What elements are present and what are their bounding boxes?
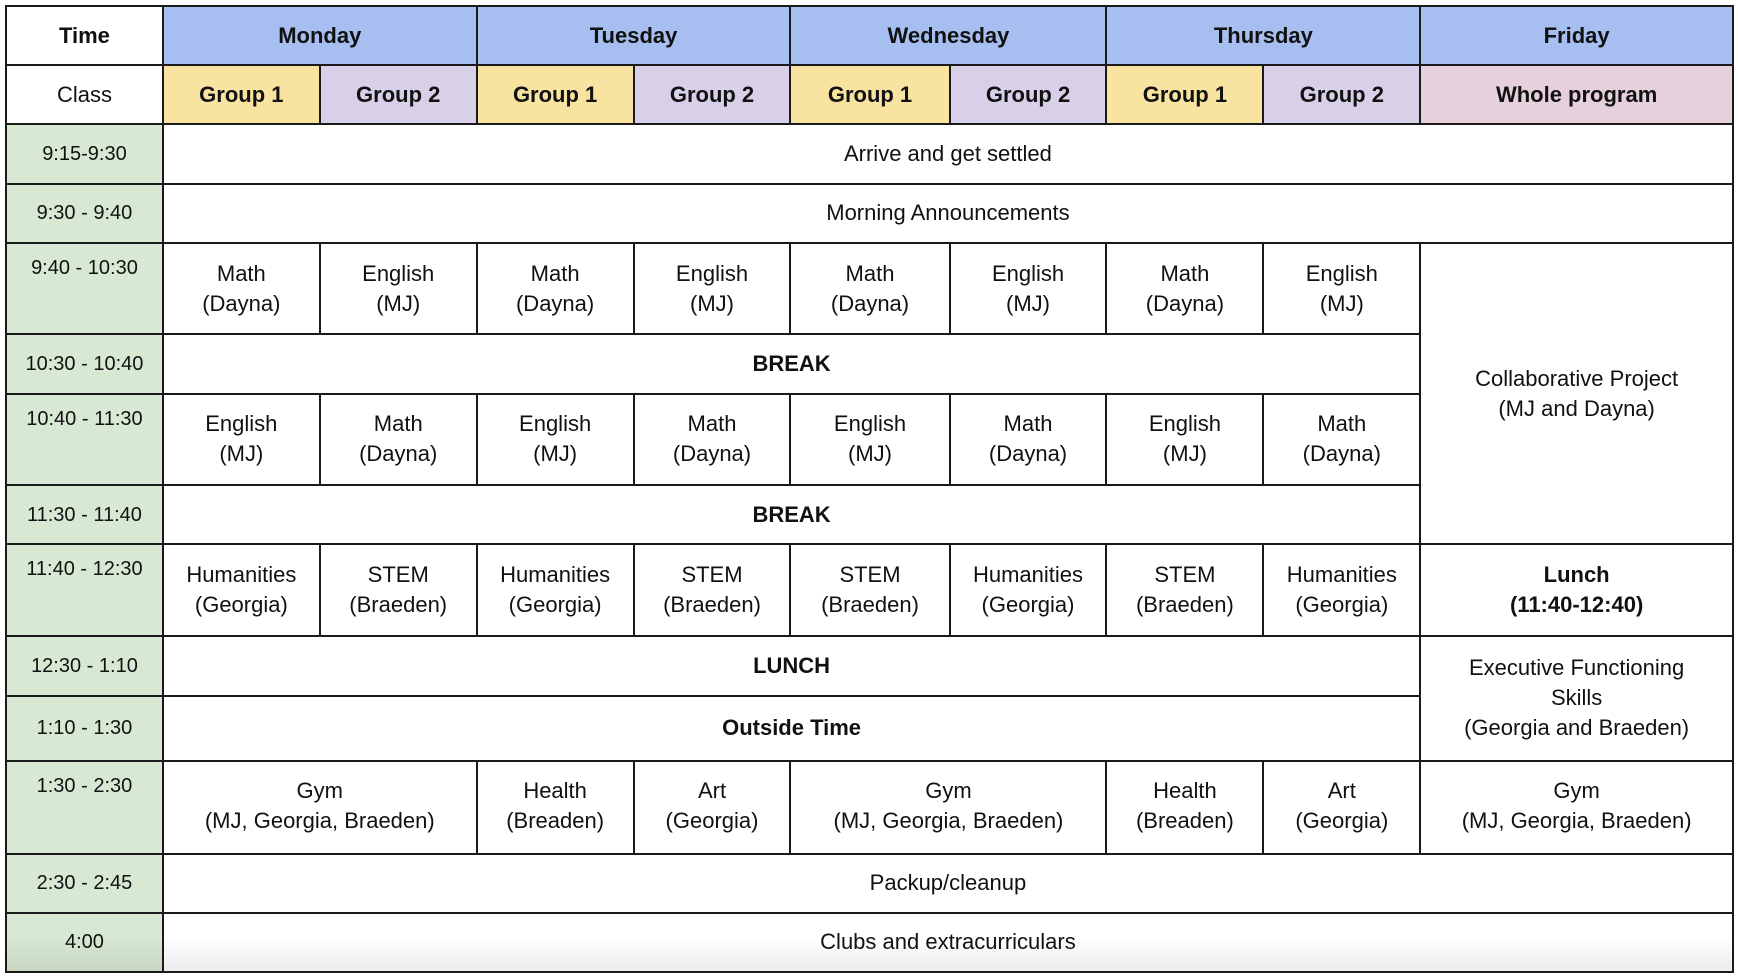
packup-cell: Packup/cleanup: [163, 854, 1733, 913]
class-cell: STEM (Braeden): [790, 544, 949, 636]
class-cell: English (MJ): [163, 394, 320, 486]
tuesday-health: Health (Breaden): [477, 761, 634, 854]
time-cell: 9:15-9:30: [6, 124, 163, 183]
schedule-row: [6, 913, 1733, 972]
monday-gym: Gym (MJ, Georgia, Braeden): [163, 761, 477, 854]
thursday-health: Health (Breaden): [1106, 761, 1263, 854]
outside-time-cell: Outside Time: [163, 696, 1420, 761]
class-cell: English (MJ): [477, 394, 634, 486]
day-header-monday: Monday: [163, 6, 477, 65]
day-header-friday: Friday: [1420, 6, 1733, 65]
class-cell: Humanities (Georgia): [477, 544, 634, 636]
friday-lunch: Lunch (11:40-12:40): [1420, 544, 1733, 636]
friday-whole-program: Whole program: [1420, 65, 1733, 124]
time-cell: 11:30 - 11:40: [6, 485, 163, 544]
class-cell: English (MJ): [950, 243, 1107, 335]
day-header-tuesday: Tuesday: [477, 6, 791, 65]
time-cell: 9:30 - 9:40: [6, 184, 163, 243]
time-cell: 2:30 - 2:45: [6, 854, 163, 913]
class-cell: STEM (Braeden): [320, 544, 477, 636]
time-column-header: Time: [6, 6, 163, 65]
class-cell: Math (Dayna): [320, 394, 477, 486]
thursday-group-2: Group 2: [1263, 65, 1420, 124]
schedule-row: [6, 544, 1733, 636]
class-cell: English (MJ): [1106, 394, 1263, 486]
break-cell: BREAK: [163, 334, 1420, 393]
time-cell: 10:40 - 11:30: [6, 394, 163, 486]
tuesday-group-2: Group 2: [634, 65, 791, 124]
break-cell: BREAK: [163, 485, 1420, 544]
schedule-row: [6, 761, 1733, 854]
class-cell: Humanities (Georgia): [1263, 544, 1420, 636]
thursday-group-1: Group 1: [1106, 65, 1263, 124]
class-cell: Math (Dayna): [950, 394, 1107, 486]
time-cell: 11:40 - 12:30: [6, 544, 163, 636]
thursday-art: Art (Georgia): [1263, 761, 1420, 854]
time-cell: 4:00: [6, 913, 163, 972]
class-cell: Math (Dayna): [1263, 394, 1420, 486]
time-cell: 10:30 - 10:40: [6, 334, 163, 393]
monday-group-2: Group 2: [320, 65, 477, 124]
monday-group-1: Group 1: [163, 65, 320, 124]
wednesday-group-1: Group 1: [790, 65, 949, 124]
class-cell: English (MJ): [790, 394, 949, 486]
wednesday-group-2: Group 2: [950, 65, 1107, 124]
day-header-row: [6, 6, 1733, 65]
schedule-row: [6, 124, 1733, 183]
class-cell: STEM (Braeden): [634, 544, 791, 636]
class-cell: Math (Dayna): [163, 243, 320, 335]
time-cell: 9:40 - 10:30: [6, 243, 163, 335]
lunch-cell: LUNCH: [163, 636, 1420, 696]
friday-executive-functioning: Executive Functioning Skills (Georgia and Braeden): [1420, 636, 1733, 761]
day-header-wednesday: Wednesday: [790, 6, 1106, 65]
time-cell: 12:30 - 1:10: [6, 636, 163, 696]
class-cell: STEM (Braeden): [1106, 544, 1263, 636]
arrive-cell: Arrive and get settled: [163, 124, 1733, 183]
time-cell: 1:10 - 1:30: [6, 696, 163, 761]
schedule-row: [6, 854, 1733, 913]
class-cell: English (MJ): [1263, 243, 1420, 335]
class-cell: English (MJ): [634, 243, 791, 335]
announcements-cell: Morning Announcements: [163, 184, 1733, 243]
class-row: [6, 65, 1733, 124]
class-cell: Humanities (Georgia): [163, 544, 320, 636]
tuesday-art: Art (Georgia): [634, 761, 791, 854]
class-cell: Humanities (Georgia): [950, 544, 1107, 636]
schedule-row: [6, 184, 1733, 243]
clubs-cell: Clubs and extracurriculars: [163, 913, 1733, 972]
friday-collaborative-project: Collaborative Project (MJ and Dayna): [1420, 243, 1733, 545]
tuesday-group-1: Group 1: [477, 65, 634, 124]
schedule-row: [6, 243, 1733, 335]
class-cell: Math (Dayna): [790, 243, 949, 335]
schedule-row: [6, 636, 1733, 696]
day-header-thursday: Thursday: [1106, 6, 1420, 65]
time-cell: 1:30 - 2:30: [6, 761, 163, 854]
class-label: Class: [6, 65, 163, 124]
weekly-schedule-table: [5, 5, 1734, 973]
class-cell: Math (Dayna): [477, 243, 634, 335]
friday-gym: Gym (MJ, Georgia, Braeden): [1420, 761, 1733, 854]
class-cell: Math (Dayna): [634, 394, 791, 486]
class-cell: English (MJ): [320, 243, 477, 335]
class-cell: Math (Dayna): [1106, 243, 1263, 335]
wednesday-gym: Gym (MJ, Georgia, Braeden): [790, 761, 1106, 854]
